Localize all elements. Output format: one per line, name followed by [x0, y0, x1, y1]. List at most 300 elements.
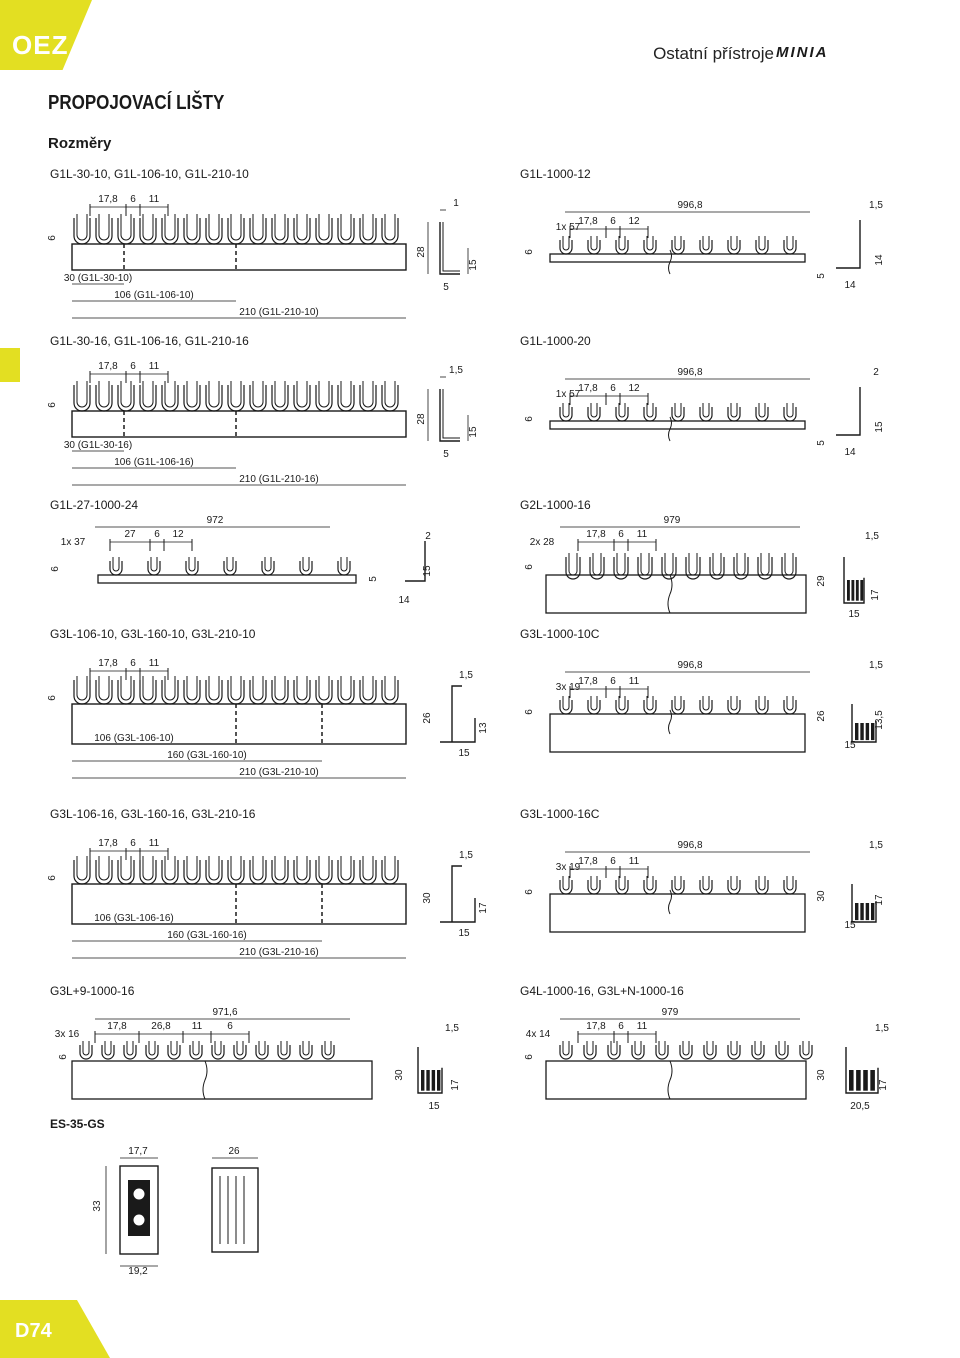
- conductor-section: [855, 903, 858, 920]
- length-label: 210 (G3L-210-16): [239, 947, 319, 958]
- fork-pin-inner: [231, 856, 241, 880]
- conductor-section: [426, 1070, 429, 1091]
- fork-pin-inner: [231, 381, 241, 407]
- dim-label: 17,8: [586, 1021, 606, 1032]
- fork-pin-inner: [99, 856, 109, 880]
- fork-pin-inner: [99, 676, 109, 700]
- fork-pin-inner: [259, 1041, 265, 1055]
- fork-pin-inner: [619, 403, 625, 417]
- fork-pin-inner: [665, 553, 673, 575]
- dim-label: 17: [878, 1079, 889, 1091]
- dim-label: 28: [416, 413, 427, 425]
- fork-pin: [758, 557, 772, 579]
- fork-pin-inner: [707, 1041, 713, 1055]
- fork-pin: [782, 557, 796, 579]
- fork-pin-inner: [617, 553, 625, 575]
- conductor-section: [870, 1070, 875, 1091]
- section-title: G1L-1000-20: [520, 334, 591, 348]
- section-title: G3L-1000-16C: [520, 807, 600, 821]
- dim-label: 17,8: [578, 676, 598, 687]
- screw-icon: [133, 1214, 145, 1226]
- fork-pin-inner: [591, 696, 597, 710]
- fork-pin-inner: [703, 236, 709, 250]
- fork-pin: [784, 880, 796, 894]
- dim-label: 5: [816, 440, 827, 446]
- fork-pin: [784, 407, 796, 421]
- dim-label: 17,8: [586, 529, 606, 540]
- fork-pin-inner: [187, 676, 197, 700]
- conductor-section: [856, 580, 859, 601]
- fork-pin: [784, 700, 796, 714]
- fork-pin: [616, 240, 628, 254]
- fork-pin-inner: [647, 876, 653, 890]
- fork-pin-inner: [171, 1041, 177, 1055]
- fork-pin-inner: [143, 214, 153, 240]
- dim-label: 1,5: [869, 660, 883, 671]
- section-title: G3L-1000-10C: [520, 627, 600, 641]
- fork-pin-inner: [319, 214, 329, 240]
- fork-pin: [616, 407, 628, 421]
- dim-label: 26: [228, 1146, 240, 1157]
- fork-pin-inner: [737, 553, 745, 575]
- dim-label: 30: [816, 890, 827, 902]
- fork-pin-inner: [165, 676, 175, 700]
- dim-label: 6: [58, 1054, 69, 1060]
- fork-pin-inner: [787, 696, 793, 710]
- dim-label: 15: [468, 259, 479, 271]
- fork-pin-inner: [591, 403, 597, 417]
- dim-label: 1,5: [459, 850, 473, 861]
- dim-label: 12: [628, 216, 640, 227]
- section-title: G1L-30-10, G1L-106-10, G1L-210-10: [50, 167, 249, 181]
- conductor-section: [855, 723, 858, 740]
- fork-pin-inner: [341, 381, 351, 407]
- dim-label: 6: [130, 838, 136, 849]
- fork-pin: [700, 880, 712, 894]
- dim-label: 6: [524, 564, 535, 570]
- fork-pin: [776, 1045, 788, 1059]
- fork-pin-inner: [591, 876, 597, 890]
- dim-label: 6: [524, 249, 535, 255]
- dim-label: 11: [191, 1021, 203, 1032]
- fork-pin-inner: [731, 1041, 737, 1055]
- fork-pin-inner: [363, 856, 373, 880]
- fork-pin-inner: [569, 553, 577, 575]
- fork-pin-inner: [787, 236, 793, 250]
- fork-pin: [644, 700, 656, 714]
- fork-pin-inner: [341, 856, 351, 880]
- fork-pin: [784, 240, 796, 254]
- dim-label: 11: [148, 838, 160, 849]
- dim-label: 33: [92, 1200, 103, 1212]
- fork-pin-inner: [341, 557, 347, 571]
- fork-pin-inner: [281, 1041, 287, 1055]
- fork-pin-inner: [683, 1041, 689, 1055]
- fork-pin-inner: [77, 856, 87, 880]
- dim-label: 17,8: [98, 361, 118, 372]
- dim-label: 26: [816, 710, 827, 722]
- dim-label: 27: [124, 529, 136, 540]
- fork-pin-inner: [77, 381, 87, 407]
- fork-pin-inner: [231, 214, 241, 240]
- conductor-section: [432, 1070, 435, 1091]
- fork-pin-inner: [127, 1041, 133, 1055]
- count-label: 3x 19: [555, 682, 581, 693]
- count-label: 4x 14: [525, 1029, 551, 1040]
- fork-pin-inner: [731, 696, 737, 710]
- fork-pin-inner: [563, 696, 569, 710]
- minia-brand-logo: MINIA: [776, 44, 829, 61]
- fork-pin: [756, 407, 768, 421]
- fork-pin-inner: [187, 856, 197, 880]
- fork-pin: [728, 700, 740, 714]
- fork-pin: [728, 880, 740, 894]
- conductor-section: [437, 1070, 440, 1091]
- dim-label: 17,8: [578, 856, 598, 867]
- fork-pin-inner: [215, 1041, 221, 1055]
- dim-label: 1: [453, 198, 459, 209]
- fork-pin: [752, 1045, 764, 1059]
- dim-label: 30: [394, 1069, 405, 1081]
- dim-label: 15: [844, 740, 856, 751]
- dim-label: 15: [458, 748, 470, 759]
- fork-pin-inner: [165, 381, 175, 407]
- side-profile: [452, 686, 462, 742]
- fork-pin-inner: [187, 381, 197, 407]
- fork-pin-inner: [143, 856, 153, 880]
- fork-pin: [700, 240, 712, 254]
- side-profile: [452, 866, 462, 922]
- fork-pin-inner: [325, 1041, 331, 1055]
- oez-logo: OEZ: [12, 30, 69, 60]
- fork-pin-inner: [675, 876, 681, 890]
- fork-pin-inner: [779, 1041, 785, 1055]
- fork-pin: [588, 407, 600, 421]
- fork-pin: [168, 1045, 180, 1059]
- length-label: 106 (G3L-106-16): [94, 913, 174, 924]
- fork-pin-inner: [189, 557, 195, 571]
- dim-label: 15: [428, 1101, 440, 1112]
- dim-label: 6: [618, 1021, 624, 1032]
- length-label: 210 (G1L-210-10): [239, 307, 319, 318]
- fork-pin-inner: [209, 381, 219, 407]
- section-title: G1L-30-16, G1L-106-16, G1L-210-16: [50, 334, 249, 348]
- fork-pin: [300, 561, 312, 575]
- fork-pin: [644, 880, 656, 894]
- dim-label: 5: [368, 576, 379, 582]
- fork-pin: [584, 1045, 596, 1059]
- dim-label: 15: [458, 928, 470, 939]
- fork-pin: [756, 880, 768, 894]
- fork-pin-inner: [759, 403, 765, 417]
- fork-pin: [614, 557, 628, 579]
- fork-pin-inner: [731, 403, 737, 417]
- fork-pin-inner: [99, 381, 109, 407]
- conductor-section: [866, 723, 869, 740]
- break-mark: [668, 1061, 672, 1099]
- conductor-section: [851, 580, 854, 601]
- dim-label: 11: [148, 194, 160, 205]
- side-profile-inner: [443, 389, 460, 438]
- fork-pin-inner: [297, 381, 307, 407]
- fork-pin-inner: [675, 696, 681, 710]
- fork-pin-inner: [99, 214, 109, 240]
- conductor-section: [860, 903, 863, 920]
- dim-label: 6: [524, 889, 535, 895]
- total-length-label: 972: [206, 515, 224, 526]
- dim-label: 6: [610, 676, 616, 687]
- fork-pin: [662, 557, 676, 579]
- dim-label: 6: [618, 529, 624, 540]
- dim-label: 17,8: [98, 658, 118, 669]
- busbar-rail: [550, 714, 805, 752]
- fork-pin: [644, 407, 656, 421]
- section-title: G3L-106-10, G3L-160-10, G3L-210-10: [50, 627, 256, 641]
- dim-label: 6: [524, 709, 535, 715]
- count-label: 3x 16: [54, 1029, 80, 1040]
- fork-pin: [110, 561, 122, 575]
- fork-pin: [560, 407, 572, 421]
- dim-label: 13,5: [874, 710, 885, 730]
- fork-pin-inner: [253, 676, 263, 700]
- fork-pin-inner: [703, 403, 709, 417]
- fork-pin-inner: [209, 676, 219, 700]
- length-label: 160 (G3L-160-16): [167, 930, 247, 941]
- fork-pin-inner: [143, 676, 153, 700]
- busbar-rail: [72, 1061, 372, 1099]
- dim-label: 14: [844, 447, 856, 458]
- fork-pin-inner: [303, 1041, 309, 1055]
- fork-pin: [186, 561, 198, 575]
- side-profile: [440, 898, 475, 922]
- dim-label: 15: [422, 565, 433, 577]
- fork-pin: [560, 1045, 572, 1059]
- fork-pin-inner: [619, 876, 625, 890]
- fork-pin-inner: [83, 1041, 89, 1055]
- dim-label: 17,8: [98, 194, 118, 205]
- fork-pin-inner: [635, 1041, 641, 1055]
- dim-label: 11: [636, 529, 648, 540]
- dim-label: 6: [130, 361, 136, 372]
- dim-label: 28: [416, 246, 427, 258]
- fork-pin-inner: [703, 696, 709, 710]
- fork-pin-inner: [209, 214, 219, 240]
- length-label: 210 (G3L-210-10): [239, 767, 319, 778]
- fork-pin-inner: [689, 553, 697, 575]
- length-label: 106 (G1L-106-16): [114, 457, 194, 468]
- screw-icon: [133, 1188, 145, 1200]
- fork-pin-inner: [341, 214, 351, 240]
- section-title: G2L-1000-16: [520, 498, 591, 512]
- dim-label: 15: [848, 609, 860, 620]
- dim-label: 15: [468, 426, 479, 438]
- fork-pin: [728, 1045, 740, 1059]
- dim-label: 17: [870, 589, 881, 601]
- dim-label: 14: [398, 595, 410, 606]
- dim-label: 1,5: [459, 670, 473, 681]
- fork-pin-inner: [77, 676, 87, 700]
- dim-label: 6: [130, 658, 136, 669]
- busbar-rail: [550, 894, 805, 932]
- fork-pin: [672, 407, 684, 421]
- fork-pin: [756, 700, 768, 714]
- fork-pin-inner: [319, 856, 329, 880]
- fork-pin: [124, 1045, 136, 1059]
- conductor-section: [849, 1070, 854, 1091]
- end-cap-side: [212, 1168, 258, 1252]
- fork-pin-inner: [785, 553, 793, 575]
- fork-pin: [710, 557, 724, 579]
- fork-pin-inner: [303, 557, 309, 571]
- fork-pin-inner: [703, 876, 709, 890]
- busbar-rail: [72, 411, 406, 437]
- dim-label: 5: [443, 282, 449, 293]
- total-length-label: 971,6: [212, 1007, 238, 1018]
- dim-label: 6: [610, 216, 616, 227]
- fork-pin-inner: [231, 676, 241, 700]
- fork-pin-inner: [275, 856, 285, 880]
- fork-pin-inner: [193, 1041, 199, 1055]
- fork-pin-inner: [787, 876, 793, 890]
- conductor-section: [847, 580, 850, 601]
- fork-pin-inner: [363, 381, 373, 407]
- fork-pin: [608, 1045, 620, 1059]
- dim-label: 6: [47, 875, 58, 881]
- section-title: G1L-27-1000-24: [50, 498, 139, 512]
- dim-label: 11: [628, 676, 640, 687]
- count-label: 1x 37: [60, 537, 86, 548]
- fork-pin-inner: [619, 236, 625, 250]
- conductor-section: [863, 1070, 868, 1091]
- fork-pin-inner: [385, 214, 395, 240]
- fork-pin: [728, 407, 740, 421]
- break-mark: [203, 1061, 207, 1099]
- fork-pin-inner: [593, 553, 601, 575]
- fork-pin: [560, 700, 572, 714]
- total-length-label: 996,8: [677, 200, 703, 211]
- fork-pin: [190, 1045, 202, 1059]
- fork-pin-inner: [253, 214, 263, 240]
- side-profile: [440, 718, 475, 742]
- busbar-rail: [550, 254, 805, 262]
- conductor-section: [421, 1070, 424, 1091]
- conductor-section: [860, 723, 863, 740]
- dim-label: 1,5: [865, 531, 879, 542]
- section-title: G3L+9-1000-16: [50, 984, 135, 998]
- busbar-rail: [98, 575, 356, 583]
- fork-pin-inner: [659, 1041, 665, 1055]
- fork-pin-inner: [385, 676, 395, 700]
- fork-pin-inner: [647, 696, 653, 710]
- fork-pin-inner: [113, 557, 119, 571]
- fork-pin: [148, 561, 160, 575]
- dim-label: 26,8: [151, 1021, 171, 1032]
- fork-pin-inner: [237, 1041, 243, 1055]
- section-title: ES-35-GS: [50, 1117, 105, 1131]
- fork-pin: [616, 700, 628, 714]
- page-code: D74: [15, 1320, 52, 1342]
- fork-pin: [278, 1045, 290, 1059]
- fork-pin: [680, 1045, 692, 1059]
- fork-pin-inner: [121, 214, 131, 240]
- fork-pin: [102, 1045, 114, 1059]
- fork-pin-inner: [563, 876, 569, 890]
- section-title: G4L-1000-16, G3L+N-1000-16: [520, 984, 684, 998]
- fork-pin-inner: [187, 214, 197, 240]
- fork-pin: [224, 561, 236, 575]
- dim-label: 6: [47, 695, 58, 701]
- fork-pin: [616, 880, 628, 894]
- fork-pin-inner: [759, 236, 765, 250]
- fork-pin-inner: [209, 856, 219, 880]
- fork-pin-inner: [165, 214, 175, 240]
- fork-pin: [638, 557, 652, 579]
- count-label: 1x 57: [555, 222, 581, 233]
- break-mark: [668, 575, 672, 613]
- side-profile-inner: [443, 222, 460, 271]
- dim-label: 17,7: [128, 1146, 148, 1157]
- dim-label: 6: [154, 529, 160, 540]
- fork-pin-inner: [611, 1041, 617, 1055]
- fork-pin: [80, 1045, 92, 1059]
- fork-pin: [560, 240, 572, 254]
- dim-label: 5: [443, 449, 449, 460]
- fork-pin-inner: [761, 553, 769, 575]
- dim-label: 1,5: [445, 1023, 459, 1034]
- fork-pin: [146, 1045, 158, 1059]
- fork-pin-inner: [587, 1041, 593, 1055]
- fork-pin: [672, 240, 684, 254]
- fork-pin-inner: [105, 1041, 111, 1055]
- fork-pin: [644, 240, 656, 254]
- fork-pin-inner: [297, 856, 307, 880]
- count-label: 1x 57: [555, 389, 581, 400]
- count-label: 2x 28: [529, 537, 555, 548]
- section-title: G1L-1000-12: [520, 167, 591, 181]
- total-length-label: 979: [661, 1007, 679, 1018]
- fork-pin: [734, 557, 748, 579]
- fork-pin: [322, 1045, 334, 1059]
- dim-label: 1,5: [875, 1023, 889, 1034]
- fork-pin-inner: [713, 553, 721, 575]
- fork-pin-inner: [591, 236, 597, 250]
- dim-label: 17: [478, 902, 489, 914]
- dim-label: 13: [478, 722, 489, 734]
- dim-label: 17,8: [107, 1021, 127, 1032]
- side-profile: [836, 387, 860, 435]
- fork-pin-inner: [759, 696, 765, 710]
- dim-label: 12: [628, 383, 640, 394]
- dim-label: 17,8: [98, 838, 118, 849]
- count-label: 3x 19: [555, 862, 581, 873]
- fork-pin-inner: [227, 557, 233, 571]
- dim-label: 26: [422, 712, 433, 724]
- fork-pin: [234, 1045, 246, 1059]
- length-label: 106 (G1L-106-10): [114, 290, 194, 301]
- total-length-label: 996,8: [677, 367, 703, 378]
- dim-label: 1,5: [869, 200, 883, 211]
- fork-pin-inner: [385, 381, 395, 407]
- conductor-section: [866, 903, 869, 920]
- fork-pin-inner: [265, 557, 271, 571]
- length-label: 210 (G1L-210-16): [239, 474, 319, 485]
- dim-label: 6: [227, 1021, 233, 1032]
- dim-label: 6: [524, 1054, 535, 1060]
- fork-pin-inner: [731, 876, 737, 890]
- dim-label: 17: [450, 1079, 461, 1091]
- fork-pin-inner: [675, 403, 681, 417]
- fork-pin: [566, 557, 580, 579]
